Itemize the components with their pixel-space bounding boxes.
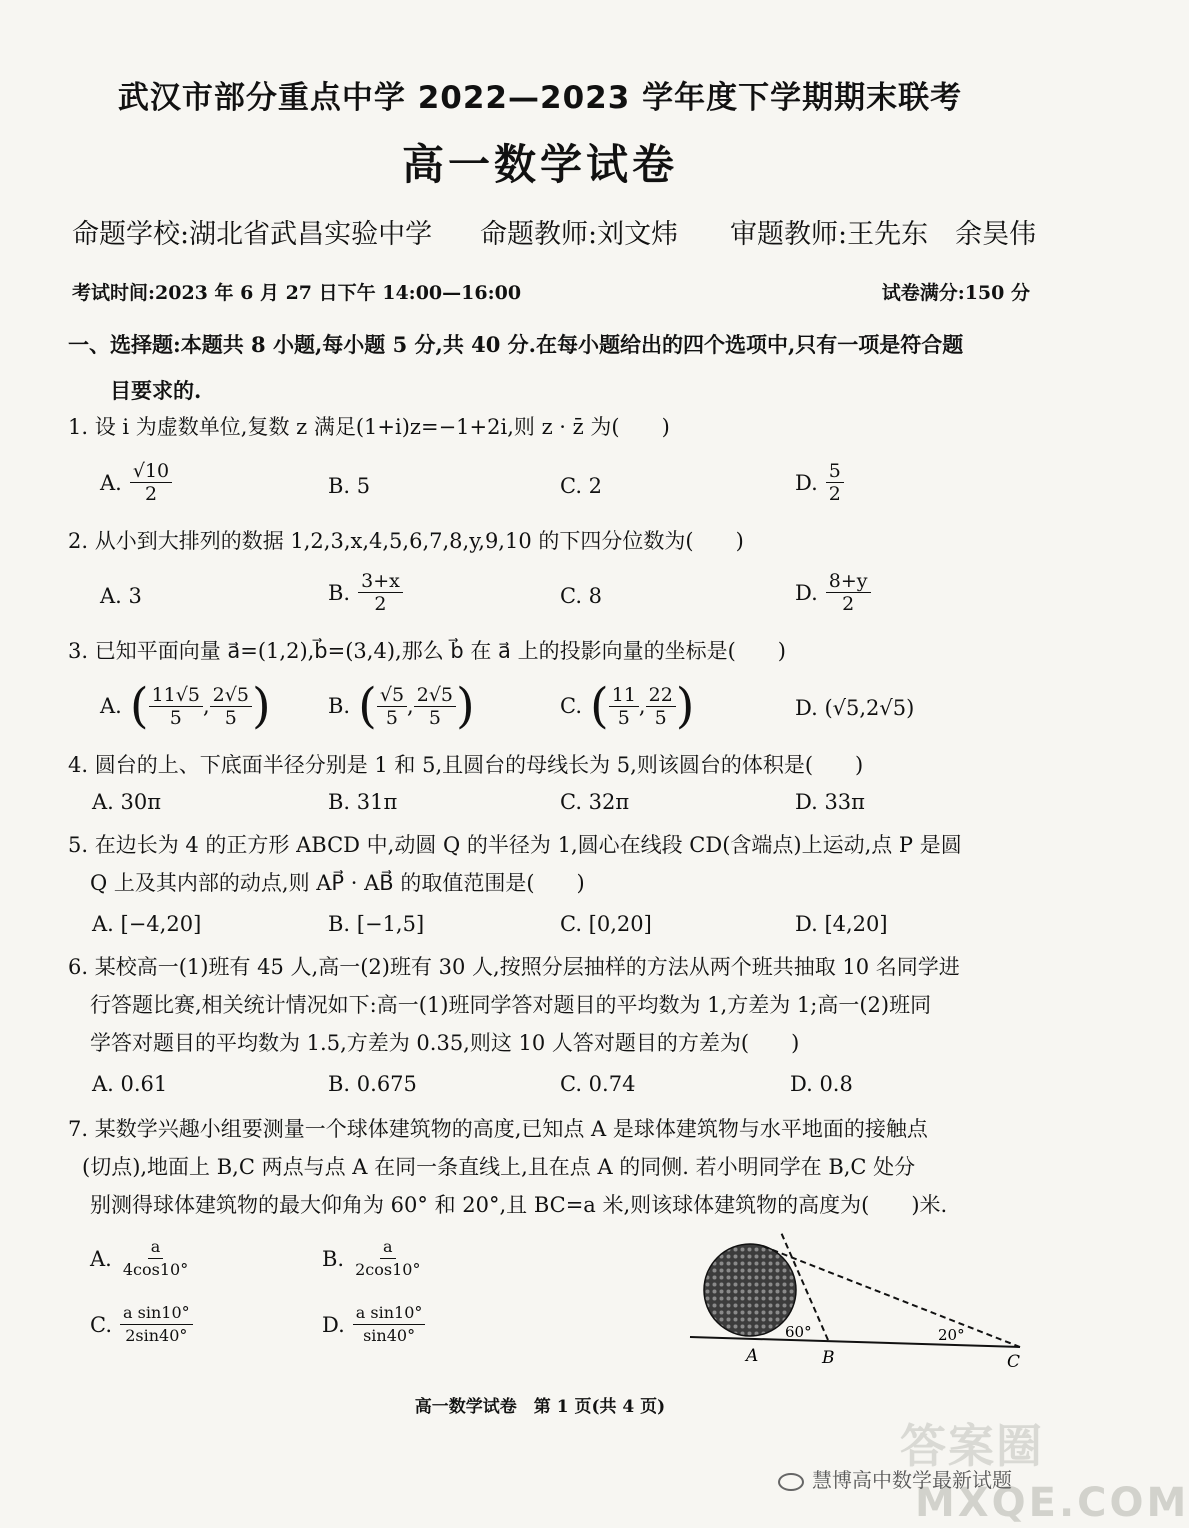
author-line: 命题教师:刘文炜 [480, 219, 679, 250]
angle-b-label: 60° [785, 1323, 812, 1341]
fraction [646, 684, 676, 729]
q6-option-d: D. 0.8 [790, 1072, 853, 1096]
fraction [120, 1236, 191, 1281]
fraction [377, 684, 407, 729]
q7-option-d [322, 1302, 425, 1347]
denominator: 2sin40° [125, 1326, 188, 1345]
numerator: 5 [826, 460, 844, 483]
numerator: a [148, 1236, 164, 1259]
q7-line-1: 7. 某数学兴趣小组要测量一个球体建筑物的高度,已知点 A 是球体建筑物与水平地面的接触点 [68, 1117, 928, 1141]
q2-option-d [795, 570, 871, 615]
question-6 [68, 948, 1033, 1062]
fraction [358, 570, 403, 615]
denominator: 5 [654, 706, 667, 729]
numerator: 11√5 [149, 684, 203, 707]
numerator: 22 [646, 684, 676, 707]
question-7 [68, 1110, 1033, 1224]
denominator: 4cos10° [122, 1260, 189, 1279]
full-score: 试卷满分:150 分 [881, 282, 1030, 304]
fraction [130, 460, 172, 505]
option-label: D. [795, 580, 818, 605]
watermark-text: 慧博高中数学最新试题 [812, 1468, 1012, 1492]
numerator: 3+x [358, 570, 403, 593]
denominator: 2 [144, 483, 158, 505]
numerator: 8+y [826, 570, 871, 593]
numerator: 2√5 [210, 684, 252, 707]
section-line-1: 一、选择题:本题共 8 小题,每小题 5 分,共 40 分.在每小题给出的四个选项中,只有一项是符合题 [68, 332, 964, 357]
wechat-icon [778, 1473, 804, 1491]
q5-option-c: C. [0,20] [560, 912, 652, 936]
q1-option-d [795, 460, 844, 505]
q6-option-c: C. 0.74 [560, 1072, 636, 1096]
numerator: a sin10° [120, 1302, 193, 1325]
question-3: 3. 已知平面向量 a⃗=(1,2),b⃗=(3,4),那么 b⃗ 在 a⃗ 上的投影向量的坐标是( ) [68, 639, 786, 663]
option-label: A. [100, 694, 122, 718]
numerator: 11 [609, 684, 639, 707]
option-label: B. [328, 580, 351, 605]
option-label: A. [90, 1246, 112, 1271]
q6-line-3: 学答对题目的平均数为 1.5,方差为 0.35,则这 10 人答对题目的方差为( ) [90, 1031, 800, 1055]
section-heading [68, 322, 1033, 414]
page-footer: 高一数学试卷 第 1 页(共 4 页) [414, 1397, 666, 1417]
fraction [352, 1236, 423, 1281]
exam-subtitle: 高一数学试卷 [401, 140, 678, 189]
denominator: 5 [617, 706, 630, 729]
fraction [826, 460, 844, 505]
q5-option-d: D. [4,20] [795, 912, 888, 936]
numerator: √5 [377, 684, 407, 707]
q4-option-c: C. 32π [560, 790, 630, 814]
exam-time: 考试时间:2023 年 6 月 27 日下午 14:00—16:00 [72, 282, 522, 304]
option-label: D. [795, 470, 818, 495]
q1-option-a [100, 460, 172, 505]
q2-option-c: C. 8 [560, 584, 603, 608]
reviewer-line: 审题教师:王先东 余昊伟 [730, 219, 1037, 250]
question-4: 4. 圆台的上、下底面半径分别是 1 和 5,且圆台的母线长为 5,则该圆台的体积是( ) [68, 753, 864, 777]
option-label: C. [560, 694, 582, 718]
q3-option-a: A. ( $\frac{11√5}{5}$ , $\frac{2√5}{5}$ ) [100, 678, 271, 734]
q5-line-1: 5. 在边长为 4 的正方形 ABCD 中,动圆 Q 的半径为 1,圆心在线段 CD(含端点)上运动,点 P 是圆 [68, 833, 962, 857]
q1-option-b: B. 5 [328, 474, 371, 498]
q4-option-b: B. 31π [328, 790, 398, 814]
option-label: B. [322, 1246, 345, 1271]
q6-option-a: A. 0.61 [92, 1072, 168, 1096]
fraction [414, 684, 456, 729]
q4-option-d: D. 33π [795, 790, 865, 814]
numerator: a sin10° [353, 1302, 426, 1325]
denominator: 5 [224, 706, 237, 729]
q2-option-b [328, 570, 403, 615]
fraction [609, 684, 639, 729]
q7-option-b [322, 1236, 423, 1281]
q5-option-a: A. [−4,20] [92, 912, 202, 936]
exam-title: 武汉市部分重点中学 2022—2023 学年度下学期期末联考 [117, 80, 963, 116]
option-label: C. [90, 1312, 112, 1337]
option-label: D. [322, 1312, 345, 1337]
fraction [120, 1302, 193, 1347]
denominator: 2 [374, 593, 387, 615]
q4-option-a: A. 30π [92, 790, 162, 814]
denominator: 2 [842, 593, 855, 615]
watermark [778, 1464, 1012, 1493]
numerator: 2√5 [414, 684, 456, 707]
q3-option-b: B. ( $\frac{√5}{5}$ , $\frac{2√5}{5}$ ) [328, 678, 475, 734]
fraction [826, 570, 871, 615]
section-line-2: 目要求的. [110, 378, 202, 403]
denominator: 5 [428, 706, 441, 729]
question-2: 2. 从小到大排列的数据 1,2,3,x,4,5,6,7,8,y,9,10 的下四分位数为( ) [68, 529, 744, 553]
point-c-label: C [1007, 1352, 1021, 1372]
watermark-site: MXQE.COM [915, 1480, 1189, 1526]
denominator: 5 [385, 706, 398, 729]
fraction [149, 684, 203, 729]
denominator: 2cos10° [355, 1260, 421, 1279]
option-label: A. [100, 470, 122, 495]
angle-c-label: 20° [938, 1326, 965, 1344]
question-1: 1. 设 i 为虚数单位,复数 z 满足(1+i)z=−1+2i,则 z · z̄ 为( ) [68, 415, 670, 439]
fraction [353, 1302, 426, 1347]
watermark-logo: 答案圈 [900, 1419, 1044, 1473]
q6-line-2: 行答题比赛,相关统计情况如下:高一(1)班同学答对题目的平均数为 1,方差为 1;高一(2)班同 [90, 993, 932, 1017]
denominator: 5 [169, 706, 182, 729]
q5-line-2: Q 上及其内部的动点,则 AP⃗ · AB⃗ 的取值范围是( ) [90, 871, 585, 895]
numerator: a [380, 1236, 396, 1259]
school-line: 命题学校:湖北省武昌实验中学 [72, 219, 433, 250]
q7-option-c [90, 1302, 193, 1347]
sphere-figure [690, 1225, 1040, 1375]
q5-option-b: B. [−1,5] [328, 912, 425, 936]
ground-line [690, 1337, 1020, 1347]
denominator: 2 [828, 483, 841, 505]
denominator: sin40° [363, 1326, 416, 1345]
q7-line-3: 别测得球体建筑物的最大仰角为 60° 和 20°,且 BC=a 米,则该球体建筑物的高度为( )米. [90, 1193, 948, 1217]
point-b-label: B [822, 1348, 835, 1368]
option-label: B. [328, 694, 351, 718]
q6-line-1: 6. 某校高一(1)班有 45 人,高一(2)班有 30 人,按照分层抽样的方法从两个班共抽取 10 名同学进 [68, 955, 960, 979]
question-5 [68, 826, 1033, 902]
q2-option-a: A. 3 [100, 584, 142, 608]
q7-option-a [90, 1236, 191, 1281]
q7-line-2: (切点),地面上 B,C 两点与点 A 在同一条直线上,且在点 A 的同侧. 若小明同学在 B,C 处分 [82, 1155, 916, 1179]
numerator: √10 [130, 460, 172, 483]
q6-option-b: B. 0.675 [328, 1072, 417, 1096]
q1-option-c: C. 2 [560, 474, 603, 498]
q3-option-c: C. ( $\frac{11}{5}$ , $\frac{22}{5}$ ) [560, 678, 695, 734]
point-a-label: A [746, 1346, 759, 1366]
fraction [210, 684, 252, 729]
q3-option-d: D. (√5,2√5) [795, 696, 915, 720]
sphere [704, 1244, 796, 1336]
